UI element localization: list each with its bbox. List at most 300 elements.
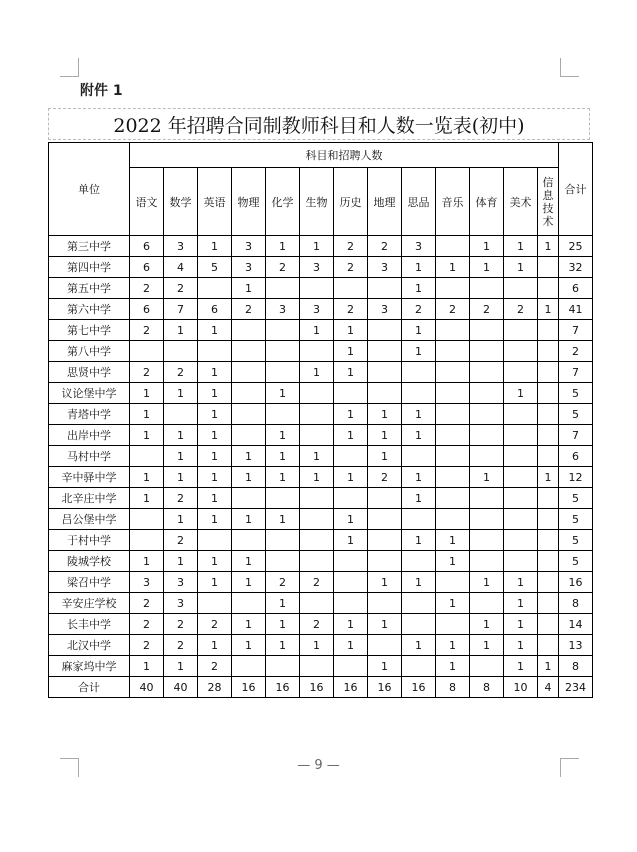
- count-cell: 2: [266, 572, 300, 593]
- unit-cell: 陵城学校: [49, 551, 130, 572]
- count-cell: [538, 278, 559, 299]
- count-cell: 1: [300, 446, 334, 467]
- crop-mark-top-left: [60, 58, 79, 77]
- count-cell: 1: [334, 635, 368, 656]
- table-row: [49, 236, 593, 257]
- table-row: [49, 635, 593, 656]
- subject-header: 数学: [164, 168, 198, 236]
- count-cell: [504, 341, 538, 362]
- count-cell: [368, 488, 402, 509]
- subject-header: 体育: [470, 168, 504, 236]
- count-cell: 6: [130, 299, 164, 320]
- count-cell: [504, 320, 538, 341]
- count-cell: 1: [436, 635, 470, 656]
- count-cell: [266, 278, 300, 299]
- count-cell: 1: [470, 614, 504, 635]
- count-cell: [436, 467, 470, 488]
- count-cell: 2: [368, 236, 402, 257]
- row-total-cell: 6: [559, 278, 593, 299]
- count-cell: [402, 593, 436, 614]
- count-cell: 1: [538, 299, 559, 320]
- count-cell: 1: [402, 425, 436, 446]
- count-cell: [504, 551, 538, 572]
- subject-header: 物理: [232, 168, 266, 236]
- subject-header: 地理: [368, 168, 402, 236]
- count-cell: 2: [334, 257, 368, 278]
- count-cell: [538, 488, 559, 509]
- count-cell: [470, 551, 504, 572]
- row-total-cell: 7: [559, 320, 593, 341]
- count-cell: 1: [402, 404, 436, 425]
- count-cell: 1: [232, 572, 266, 593]
- count-cell: 1: [334, 530, 368, 551]
- table-row: [49, 488, 593, 509]
- count-cell: 1: [198, 383, 232, 404]
- row-total-cell: 5: [559, 404, 593, 425]
- count-cell: 1: [198, 467, 232, 488]
- count-cell: 2: [130, 635, 164, 656]
- count-cell: [130, 341, 164, 362]
- count-cell: 1: [538, 467, 559, 488]
- row-total-cell: 16: [559, 572, 593, 593]
- count-cell: 1: [266, 236, 300, 257]
- count-cell: [368, 278, 402, 299]
- count-cell: 1: [300, 236, 334, 257]
- count-cell: 1: [266, 425, 300, 446]
- count-cell: 1: [130, 467, 164, 488]
- count-cell: 3: [368, 299, 402, 320]
- count-cell: [538, 551, 559, 572]
- count-cell: 1: [164, 509, 198, 530]
- table-row: [49, 404, 593, 425]
- table-row: [49, 467, 593, 488]
- count-cell: 1: [198, 635, 232, 656]
- subject-header: 生物: [300, 168, 334, 236]
- unit-cell: 于村中学: [49, 530, 130, 551]
- row-total-cell: 6: [559, 446, 593, 467]
- count-cell: 6: [198, 299, 232, 320]
- count-cell: [538, 341, 559, 362]
- count-cell: [436, 278, 470, 299]
- count-cell: [368, 320, 402, 341]
- count-cell: 1: [198, 320, 232, 341]
- count-cell: 1: [266, 383, 300, 404]
- count-cell: 1: [232, 278, 266, 299]
- count-cell: [300, 530, 334, 551]
- unit-cell: 第三中学: [49, 236, 130, 257]
- count-cell: 1: [402, 257, 436, 278]
- row-total-cell: 13: [559, 635, 593, 656]
- count-cell: [470, 530, 504, 551]
- count-cell: 1: [232, 467, 266, 488]
- count-cell: 2: [334, 299, 368, 320]
- row-total-cell: 5: [559, 551, 593, 572]
- row-total-cell: 41: [559, 299, 593, 320]
- count-cell: 1: [402, 530, 436, 551]
- count-cell: [470, 509, 504, 530]
- unit-cell: 合计: [49, 677, 130, 698]
- count-cell: 1: [300, 320, 334, 341]
- count-cell: [402, 614, 436, 635]
- row-total-cell: 5: [559, 509, 593, 530]
- row-total-cell: 8: [559, 593, 593, 614]
- count-cell: 2: [198, 614, 232, 635]
- count-cell: [470, 446, 504, 467]
- subject-header: 音乐: [436, 168, 470, 236]
- unit-cell: 议论堡中学: [49, 383, 130, 404]
- unit-cell: 梁召中学: [49, 572, 130, 593]
- count-cell: 2: [164, 278, 198, 299]
- count-cell: 1: [470, 257, 504, 278]
- count-cell: 1: [504, 383, 538, 404]
- count-cell: [402, 551, 436, 572]
- count-cell: [266, 341, 300, 362]
- count-cell: [436, 614, 470, 635]
- count-cell: [538, 362, 559, 383]
- count-cell: 1: [334, 320, 368, 341]
- count-cell: [470, 425, 504, 446]
- count-cell: [232, 341, 266, 362]
- count-cell: 3: [232, 257, 266, 278]
- count-cell: [538, 530, 559, 551]
- count-cell: 2: [130, 614, 164, 635]
- count-cell: 1: [198, 404, 232, 425]
- count-cell: [402, 656, 436, 677]
- unit-cell: 第五中学: [49, 278, 130, 299]
- count-cell: 1: [538, 236, 559, 257]
- count-cell: [538, 425, 559, 446]
- count-cell: 1: [402, 341, 436, 362]
- count-cell: [334, 383, 368, 404]
- subject-header-row: [49, 168, 593, 236]
- count-cell: 16: [232, 677, 266, 698]
- subject-header-label: 信息技术: [542, 175, 554, 228]
- count-cell: [300, 383, 334, 404]
- count-cell: 2: [402, 299, 436, 320]
- count-cell: 6: [130, 236, 164, 257]
- count-cell: [334, 278, 368, 299]
- count-cell: 1: [164, 425, 198, 446]
- count-cell: 2: [164, 530, 198, 551]
- count-cell: [232, 404, 266, 425]
- count-cell: 2: [504, 299, 538, 320]
- total-row: [49, 677, 593, 698]
- count-cell: 3: [300, 299, 334, 320]
- count-cell: 1: [504, 593, 538, 614]
- count-cell: [266, 551, 300, 572]
- count-cell: 4: [164, 257, 198, 278]
- count-cell: [368, 530, 402, 551]
- subject-header: 思品: [402, 168, 436, 236]
- count-cell: [504, 467, 538, 488]
- count-cell: 1: [436, 551, 470, 572]
- count-cell: [232, 593, 266, 614]
- count-cell: 1: [198, 362, 232, 383]
- table-row: [49, 341, 593, 362]
- count-cell: 1: [470, 467, 504, 488]
- count-cell: 2: [164, 362, 198, 383]
- crop-mark-top-right: [560, 58, 579, 77]
- count-cell: 1: [266, 635, 300, 656]
- row-total-cell: 5: [559, 383, 593, 404]
- count-cell: [266, 488, 300, 509]
- count-cell: [470, 404, 504, 425]
- table-row: [49, 362, 593, 383]
- table-row: [49, 257, 593, 278]
- count-cell: 1: [368, 404, 402, 425]
- count-cell: [504, 446, 538, 467]
- count-cell: [300, 509, 334, 530]
- count-cell: [436, 362, 470, 383]
- count-cell: [436, 488, 470, 509]
- table-row: [49, 383, 593, 404]
- subject-header: 历史: [334, 168, 368, 236]
- count-cell: 3: [130, 572, 164, 593]
- count-cell: 2: [334, 236, 368, 257]
- count-cell: 2: [130, 593, 164, 614]
- count-cell: 3: [266, 299, 300, 320]
- count-cell: 1: [368, 656, 402, 677]
- count-cell: 16: [266, 677, 300, 698]
- subjects-group-header: 科目和招聘人数: [130, 143, 559, 168]
- count-cell: [130, 530, 164, 551]
- count-cell: 8: [436, 677, 470, 698]
- count-cell: 1: [368, 425, 402, 446]
- count-cell: 1: [368, 572, 402, 593]
- count-cell: 1: [266, 467, 300, 488]
- document-title: 2022 年招聘合同制教师科目和人数一览表(初中): [48, 108, 590, 140]
- count-cell: 1: [130, 656, 164, 677]
- table-row: [49, 572, 593, 593]
- count-cell: 1: [504, 656, 538, 677]
- count-cell: 1: [334, 614, 368, 635]
- count-cell: 1: [164, 320, 198, 341]
- subject-header: 美术: [504, 168, 538, 236]
- subject-header: 语文: [130, 168, 164, 236]
- count-cell: [232, 362, 266, 383]
- count-cell: 1: [232, 509, 266, 530]
- count-cell: [504, 362, 538, 383]
- count-cell: [504, 530, 538, 551]
- count-cell: [538, 320, 559, 341]
- unit-cell: 第七中学: [49, 320, 130, 341]
- count-cell: [470, 341, 504, 362]
- count-cell: 8: [470, 677, 504, 698]
- row-total-cell: 2: [559, 341, 593, 362]
- count-cell: [300, 341, 334, 362]
- attachment-label: 附件 1: [80, 83, 123, 99]
- count-cell: 1: [300, 635, 334, 656]
- count-cell: 1: [130, 383, 164, 404]
- count-cell: [334, 488, 368, 509]
- count-cell: 1: [232, 635, 266, 656]
- count-cell: [470, 488, 504, 509]
- count-cell: 1: [130, 488, 164, 509]
- count-cell: 1: [402, 320, 436, 341]
- count-cell: 1: [266, 593, 300, 614]
- count-cell: [266, 404, 300, 425]
- count-cell: [232, 383, 266, 404]
- unit-cell: 麻家坞中学: [49, 656, 130, 677]
- unit-cell: 第四中学: [49, 257, 130, 278]
- count-cell: 1: [470, 635, 504, 656]
- count-cell: 1: [368, 446, 402, 467]
- count-cell: 1: [130, 551, 164, 572]
- count-cell: [504, 404, 538, 425]
- count-cell: [368, 635, 402, 656]
- count-cell: 3: [164, 236, 198, 257]
- count-cell: [130, 446, 164, 467]
- row-total-cell: 12: [559, 467, 593, 488]
- unit-cell: 长丰中学: [49, 614, 130, 635]
- count-cell: 2: [130, 320, 164, 341]
- count-cell: [368, 551, 402, 572]
- count-cell: 16: [300, 677, 334, 698]
- count-cell: 2: [198, 656, 232, 677]
- count-cell: 1: [198, 425, 232, 446]
- count-cell: 1: [402, 635, 436, 656]
- count-cell: [436, 404, 470, 425]
- count-cell: [164, 404, 198, 425]
- count-cell: [300, 488, 334, 509]
- table-row: [49, 278, 593, 299]
- unit-cell: 出岸中学: [49, 425, 130, 446]
- unit-cell: 思贤中学: [49, 362, 130, 383]
- table-row: [49, 299, 593, 320]
- count-cell: 1: [198, 551, 232, 572]
- count-cell: 1: [504, 236, 538, 257]
- count-cell: 3: [300, 257, 334, 278]
- count-cell: [198, 530, 232, 551]
- count-cell: [538, 257, 559, 278]
- count-cell: 1: [504, 572, 538, 593]
- count-cell: 1: [164, 446, 198, 467]
- count-cell: [232, 656, 266, 677]
- count-cell: [300, 593, 334, 614]
- count-cell: [368, 341, 402, 362]
- row-total-cell: 25: [559, 236, 593, 257]
- count-cell: 2: [164, 614, 198, 635]
- count-cell: [266, 362, 300, 383]
- count-cell: 1: [504, 614, 538, 635]
- count-cell: [130, 509, 164, 530]
- count-cell: 2: [368, 467, 402, 488]
- count-cell: [538, 635, 559, 656]
- count-cell: 2: [436, 299, 470, 320]
- count-cell: 1: [198, 236, 232, 257]
- count-cell: 1: [232, 446, 266, 467]
- row-total-cell: 234: [559, 677, 593, 698]
- count-cell: 40: [130, 677, 164, 698]
- count-cell: 2: [300, 614, 334, 635]
- count-cell: [334, 446, 368, 467]
- count-cell: 1: [334, 509, 368, 530]
- count-cell: [436, 446, 470, 467]
- count-cell: 1: [266, 614, 300, 635]
- count-cell: [436, 236, 470, 257]
- table-row: [49, 656, 593, 677]
- count-cell: 4: [538, 677, 559, 698]
- count-cell: 1: [470, 236, 504, 257]
- count-cell: [504, 278, 538, 299]
- count-cell: [266, 320, 300, 341]
- count-cell: [402, 362, 436, 383]
- count-cell: 40: [164, 677, 198, 698]
- count-cell: 1: [334, 362, 368, 383]
- count-cell: 1: [130, 404, 164, 425]
- count-cell: 16: [334, 677, 368, 698]
- count-cell: 3: [232, 236, 266, 257]
- count-cell: [504, 425, 538, 446]
- count-cell: 7: [164, 299, 198, 320]
- count-cell: [368, 362, 402, 383]
- count-cell: [538, 446, 559, 467]
- count-cell: 1: [266, 446, 300, 467]
- row-total-cell: 7: [559, 425, 593, 446]
- count-cell: 1: [198, 488, 232, 509]
- unit-cell: 吕公堡中学: [49, 509, 130, 530]
- count-cell: [470, 383, 504, 404]
- table-body: [49, 236, 593, 698]
- table-row: [49, 593, 593, 614]
- table-row: [49, 320, 593, 341]
- count-cell: [436, 572, 470, 593]
- row-total-cell: 8: [559, 656, 593, 677]
- count-cell: 1: [402, 278, 436, 299]
- count-cell: 3: [368, 257, 402, 278]
- count-cell: [334, 572, 368, 593]
- count-cell: 1: [164, 467, 198, 488]
- unit-cell: 第八中学: [49, 341, 130, 362]
- count-cell: [402, 383, 436, 404]
- count-cell: 1: [402, 488, 436, 509]
- count-cell: 16: [368, 677, 402, 698]
- count-cell: [300, 656, 334, 677]
- subject-header: 化学: [266, 168, 300, 236]
- count-cell: 1: [368, 614, 402, 635]
- count-cell: [436, 425, 470, 446]
- count-cell: 3: [164, 593, 198, 614]
- subject-header: 英语: [198, 168, 232, 236]
- count-cell: [470, 278, 504, 299]
- table-row: [49, 446, 593, 467]
- total-header: 合计: [559, 143, 593, 236]
- count-cell: 10: [504, 677, 538, 698]
- count-cell: [538, 593, 559, 614]
- count-cell: [538, 383, 559, 404]
- count-cell: 2: [130, 278, 164, 299]
- unit-cell: 北汉中学: [49, 635, 130, 656]
- count-cell: 1: [436, 257, 470, 278]
- count-cell: [300, 404, 334, 425]
- count-cell: [300, 278, 334, 299]
- unit-cell: 辛中驿中学: [49, 467, 130, 488]
- row-total-cell: 14: [559, 614, 593, 635]
- count-cell: 1: [198, 572, 232, 593]
- recruitment-table: [48, 142, 593, 698]
- count-cell: 3: [164, 572, 198, 593]
- count-cell: 1: [334, 425, 368, 446]
- unit-cell: 第六中学: [49, 299, 130, 320]
- count-cell: 2: [130, 362, 164, 383]
- count-cell: [436, 320, 470, 341]
- count-cell: [470, 362, 504, 383]
- count-cell: 5: [198, 257, 232, 278]
- count-cell: [504, 488, 538, 509]
- count-cell: [470, 320, 504, 341]
- count-cell: 1: [198, 509, 232, 530]
- table-row: [49, 614, 593, 635]
